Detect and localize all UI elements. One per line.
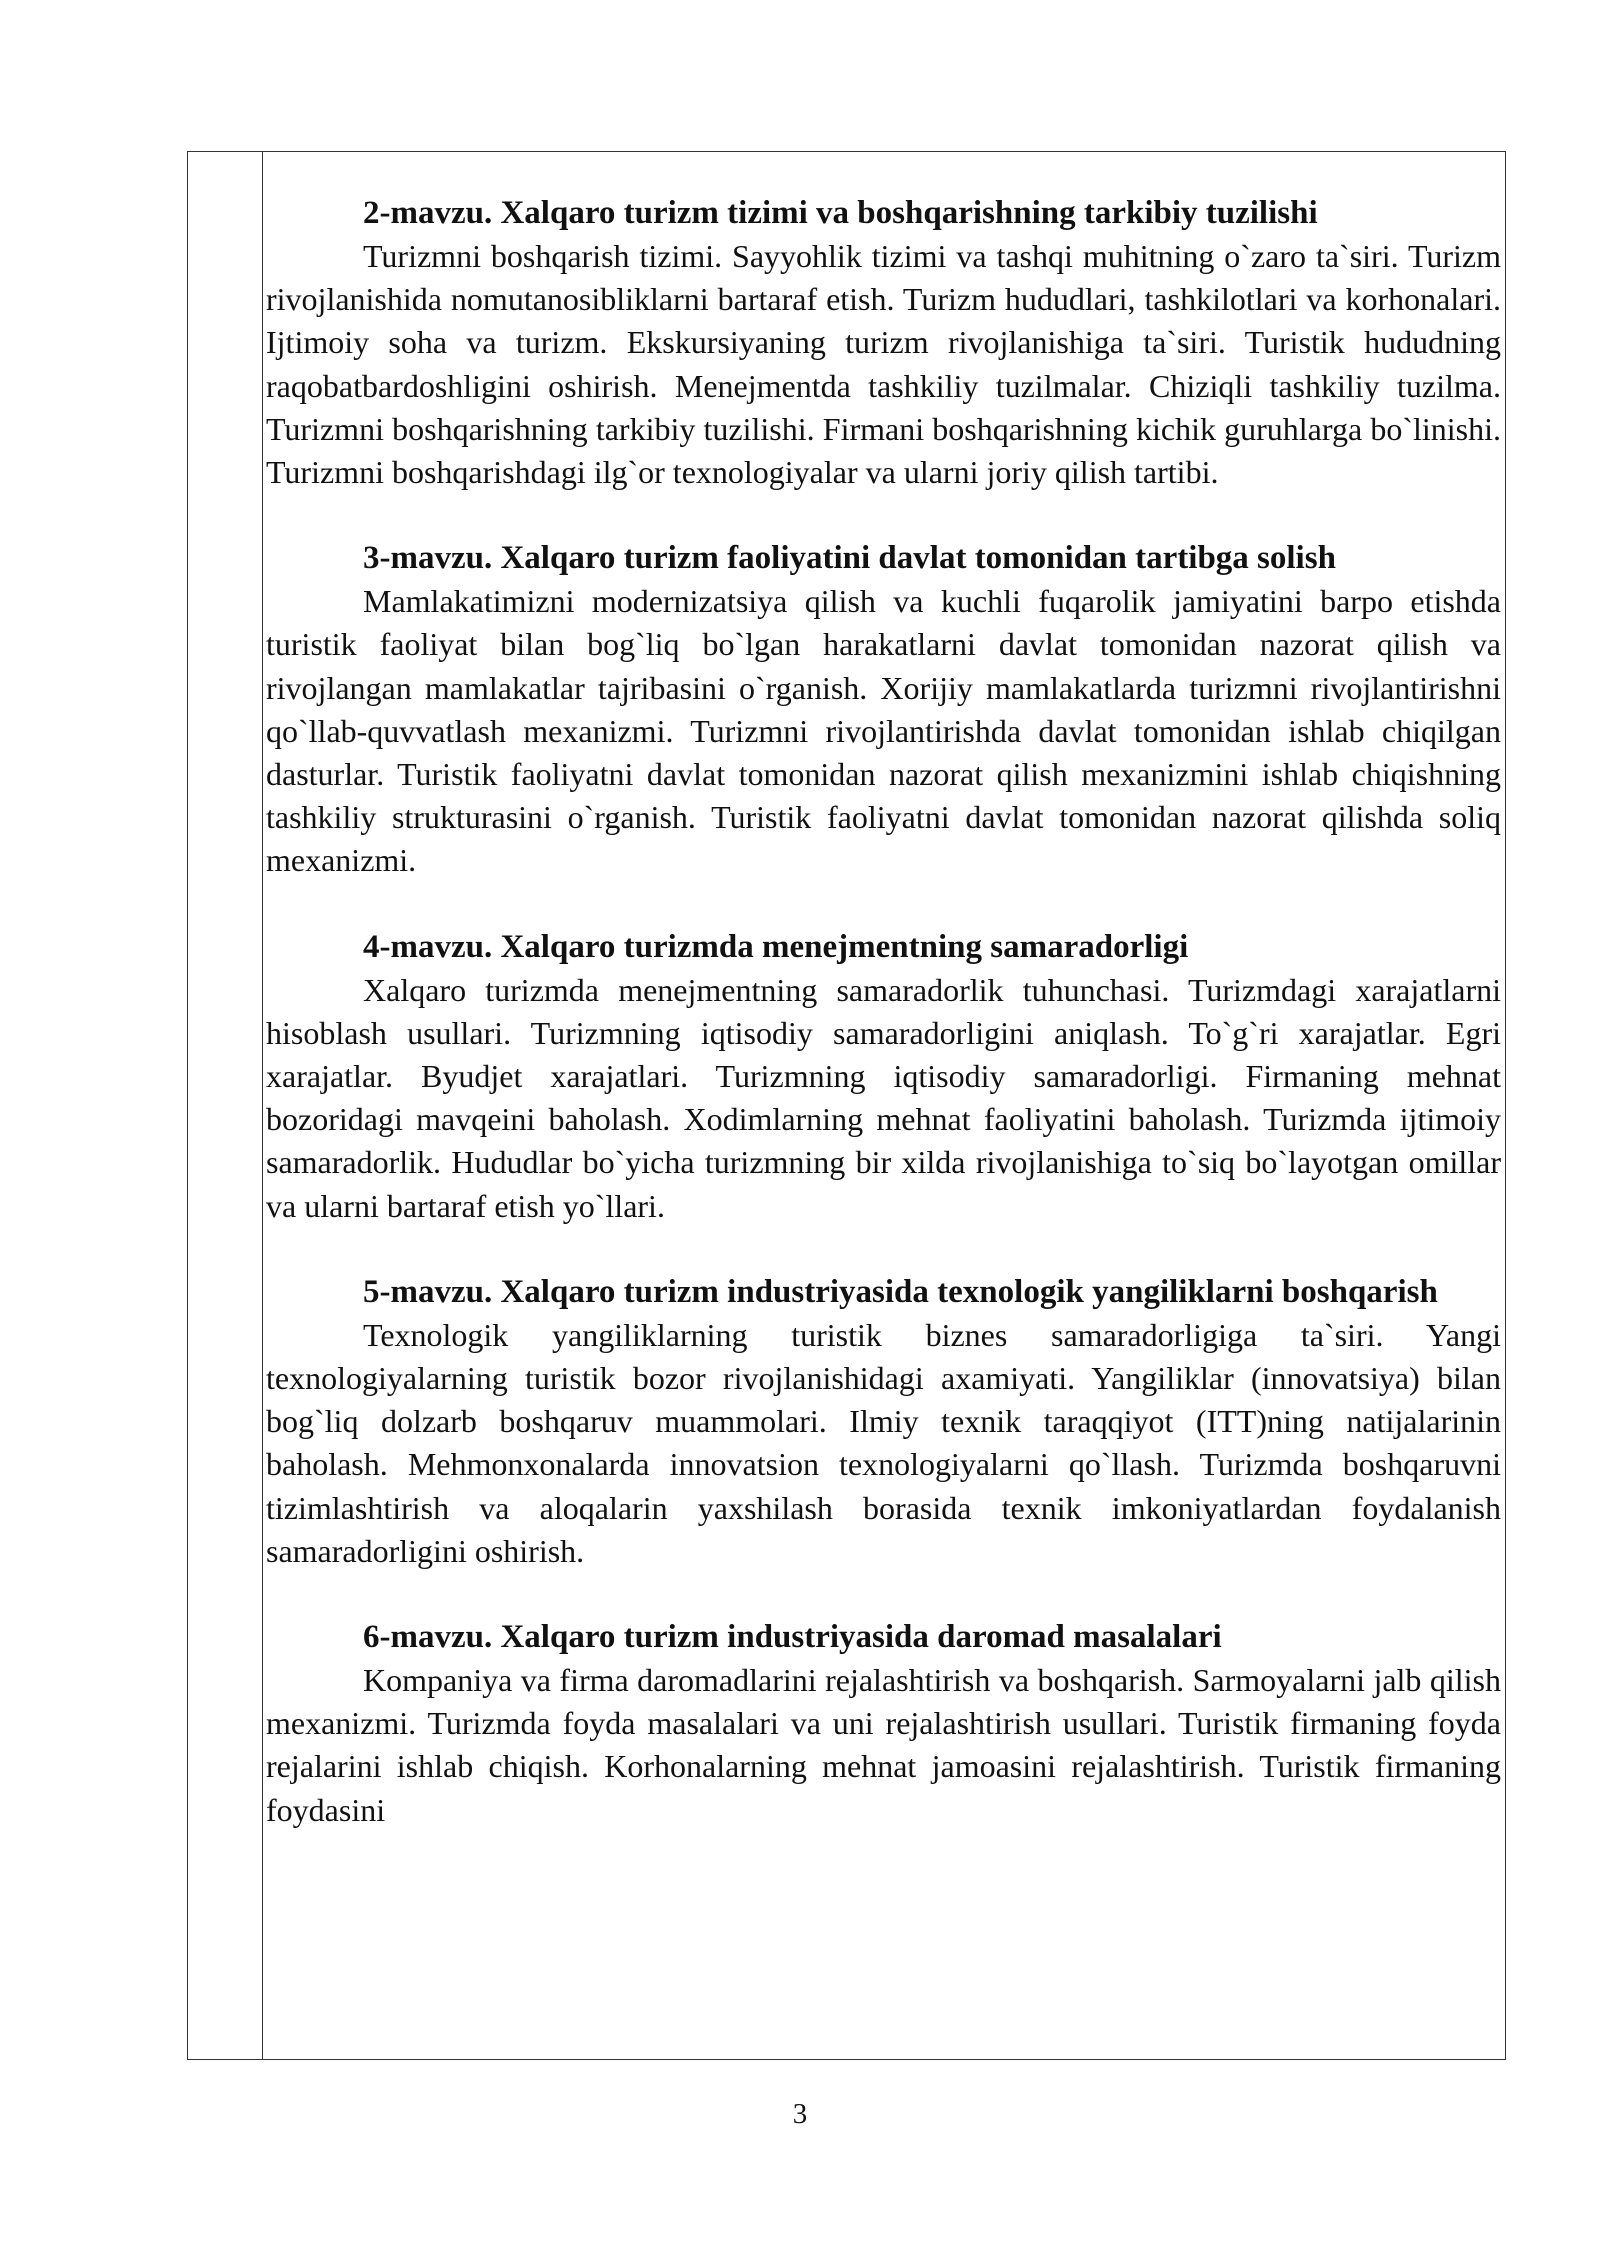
table-cell-content bbox=[266, 192, 1501, 1875]
topic-heading: 5-mavzu. Xalqaro turizm industriyasida texnologik yangiliklarni boshqarish bbox=[363, 1273, 1438, 1310]
topic-section bbox=[266, 926, 1501, 1228]
topic-section bbox=[266, 537, 1501, 882]
topic-heading: 3-mavzu. Xalqaro turizm faoliyatini davlat tomonidan tartibga solish bbox=[363, 540, 1336, 577]
topic-section bbox=[266, 192, 1501, 494]
table-frame bbox=[187, 151, 1506, 2060]
topic-body: Xalqaro turizmda menejmentning samaradorlik tuhunchasi. Turizmdagi xarajatlarni hisoblash usullari. Turizmning iqtisodiy samaradorligini aniqlash. To`g`ri xarajatlar. Egri xarajatlar. Byudjet xarajatlari. Turizmning iqtisodiy samaradorligi. Firmaning mehnat bozoridagi mavqeini baholash. Xodimlarning mehnat faoliyatini baholash. Turizmda ijtimoiy samaradorlik. Hududlar bo`yicha turizmning bir xilda rivojlanishiga to`siq bo`layotgan omillar va ularni bartaraf etish yo`llari. bbox=[266, 971, 1501, 1224]
topic-body: Turizmni boshqarish tizimi. Sayyohlik tizimi va tashqi muhitning o`zaro ta`siri. Turizm rivojlanishida nomutanosibliklarni bartaraf etish. Turizm hududlari, tashkilotlari va korhonalari. Ijtimoiy soha va turizm. Ekskursiyaning turizm rivojlanishiga ta`siri. Turistik hududning raqobatbardoshligini oshirish. Menejmentda tashkiliy tuzilmalar. Chiziqli tashkiliy tuzilma. Turizmni boshqarishning tarkibiy tuzilishi. Firmani boshqarishning kichik guruhlarga bo`linishi. Turizmni boshqarishdagi ilg`or texnologiyalar va ularni joriy qilish tartibi. bbox=[266, 238, 1501, 491]
page-number: 3 bbox=[792, 2098, 808, 2130]
topic-section bbox=[266, 1271, 1501, 1573]
topic-heading: 6-mavzu. Xalqaro turizm industriyasida daromad masalalari bbox=[363, 1619, 1222, 1656]
topic-body: Kompaniya va firma daromadlarini rejalashtirish va boshqarish. Sarmoyalarni jalb qilish mexanizmi. Turizmda foyda masalalari va uni rejalashtirish usullari. Turistik firmaning foyda rejalarini ishlab chiqish. Korhonalarning mehnat jamoasini rejalashtirish. Turistik firmaning foydasini bbox=[266, 1662, 1501, 1828]
topic-body: Texnologik yangiliklarning turistik biznes samaradorligiga ta`siri. Yangi texnologiyalarning turistik bozor rivojlanishidagi axamiyati. Yangiliklar (innovatsiya) bilan bog`liq dolzarb boshqaruv muammolari. Ilmiy texnik taraqqiyot (ITT)ning natijalarinin baholash. Mehmonxonalarda innovatsion texnologiyalarni qo`llash. Turizmda boshqaruvni tizimlashtirish va aloqalarin yaxshilash borasida texnik imkoniyatlardan foydalanish samaradorligini oshirish. bbox=[266, 1316, 1501, 1569]
topic-section bbox=[266, 1616, 1501, 1832]
topic-heading: 2-mavzu. Xalqaro turizm tizimi va boshqarishning tarkibiy tuzilishi bbox=[363, 195, 1318, 231]
topic-body: Mamlakatimizni modernizatsiya qilish va kuchli fuqarolik jamiyatini barpo etishda turistik faoliyat bilan bog`liq bo`lgan harakatlarni davlat tomonidan nazorat qilish va rivojlangan mamlakatlar tajribasini o`rganish. Xorijiy mamlakatlarda turizmni rivojlantirishni qo`llab-quvvatlash mexanizmi. Turizmni rivojlantirishda davlat tomonidan ishlab chiqilgan dasturlar. Turistik faoliyatni davlat tomonidan nazorat qilish mexanizmini ishlab chiqishning tashkiliy strukturasini o`rganish. Turistik faoliyatni davlat tomonidan nazorat qilishda soliq mexanizmi. bbox=[266, 583, 1501, 879]
column-divider bbox=[262, 152, 263, 2059]
topic-heading: 4-mavzu. Xalqaro turizmda menejmentning samaradorligi bbox=[363, 928, 1189, 965]
